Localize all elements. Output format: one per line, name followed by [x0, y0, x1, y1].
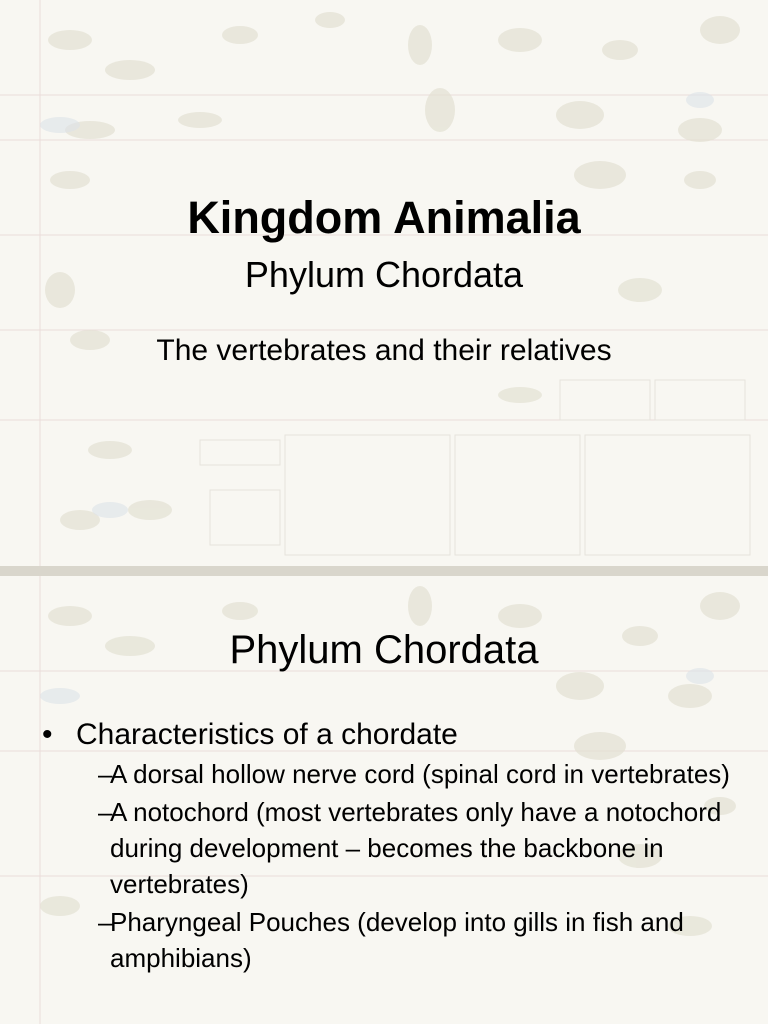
- dash-marker: –: [98, 797, 113, 827]
- slide-1-subtitle: Phylum Chordata: [244, 254, 524, 295]
- sub-list-item: [98, 904, 742, 976]
- sub-item-text: A notochord (most vertebrates only have a notochord during development – becomes the backbone in vertebrates): [110, 797, 722, 899]
- sub-item-text: Pharyngeal Pouches (develop into gills in fish and amphibians): [110, 907, 684, 973]
- bullet-icon: •: [42, 718, 53, 751]
- slide-separator: [0, 566, 768, 576]
- sub-list-item: [98, 794, 742, 902]
- bullet-list: [42, 716, 742, 976]
- list-item: [42, 716, 742, 754]
- slide-2-title: Phylum Chordata: [229, 628, 539, 672]
- slide-1-title: Kingdom Animalia: [187, 192, 581, 243]
- dash-marker: –: [98, 759, 113, 789]
- slide-1-tagline: The vertebrates and their relatives: [156, 334, 612, 367]
- dash-marker: –: [98, 907, 113, 937]
- bullet-text: Characteristics of a chordate: [76, 718, 458, 751]
- sub-item-text: A dorsal hollow nerve cord (spinal cord in vertebrates): [110, 759, 730, 789]
- sub-list-item: [98, 756, 742, 792]
